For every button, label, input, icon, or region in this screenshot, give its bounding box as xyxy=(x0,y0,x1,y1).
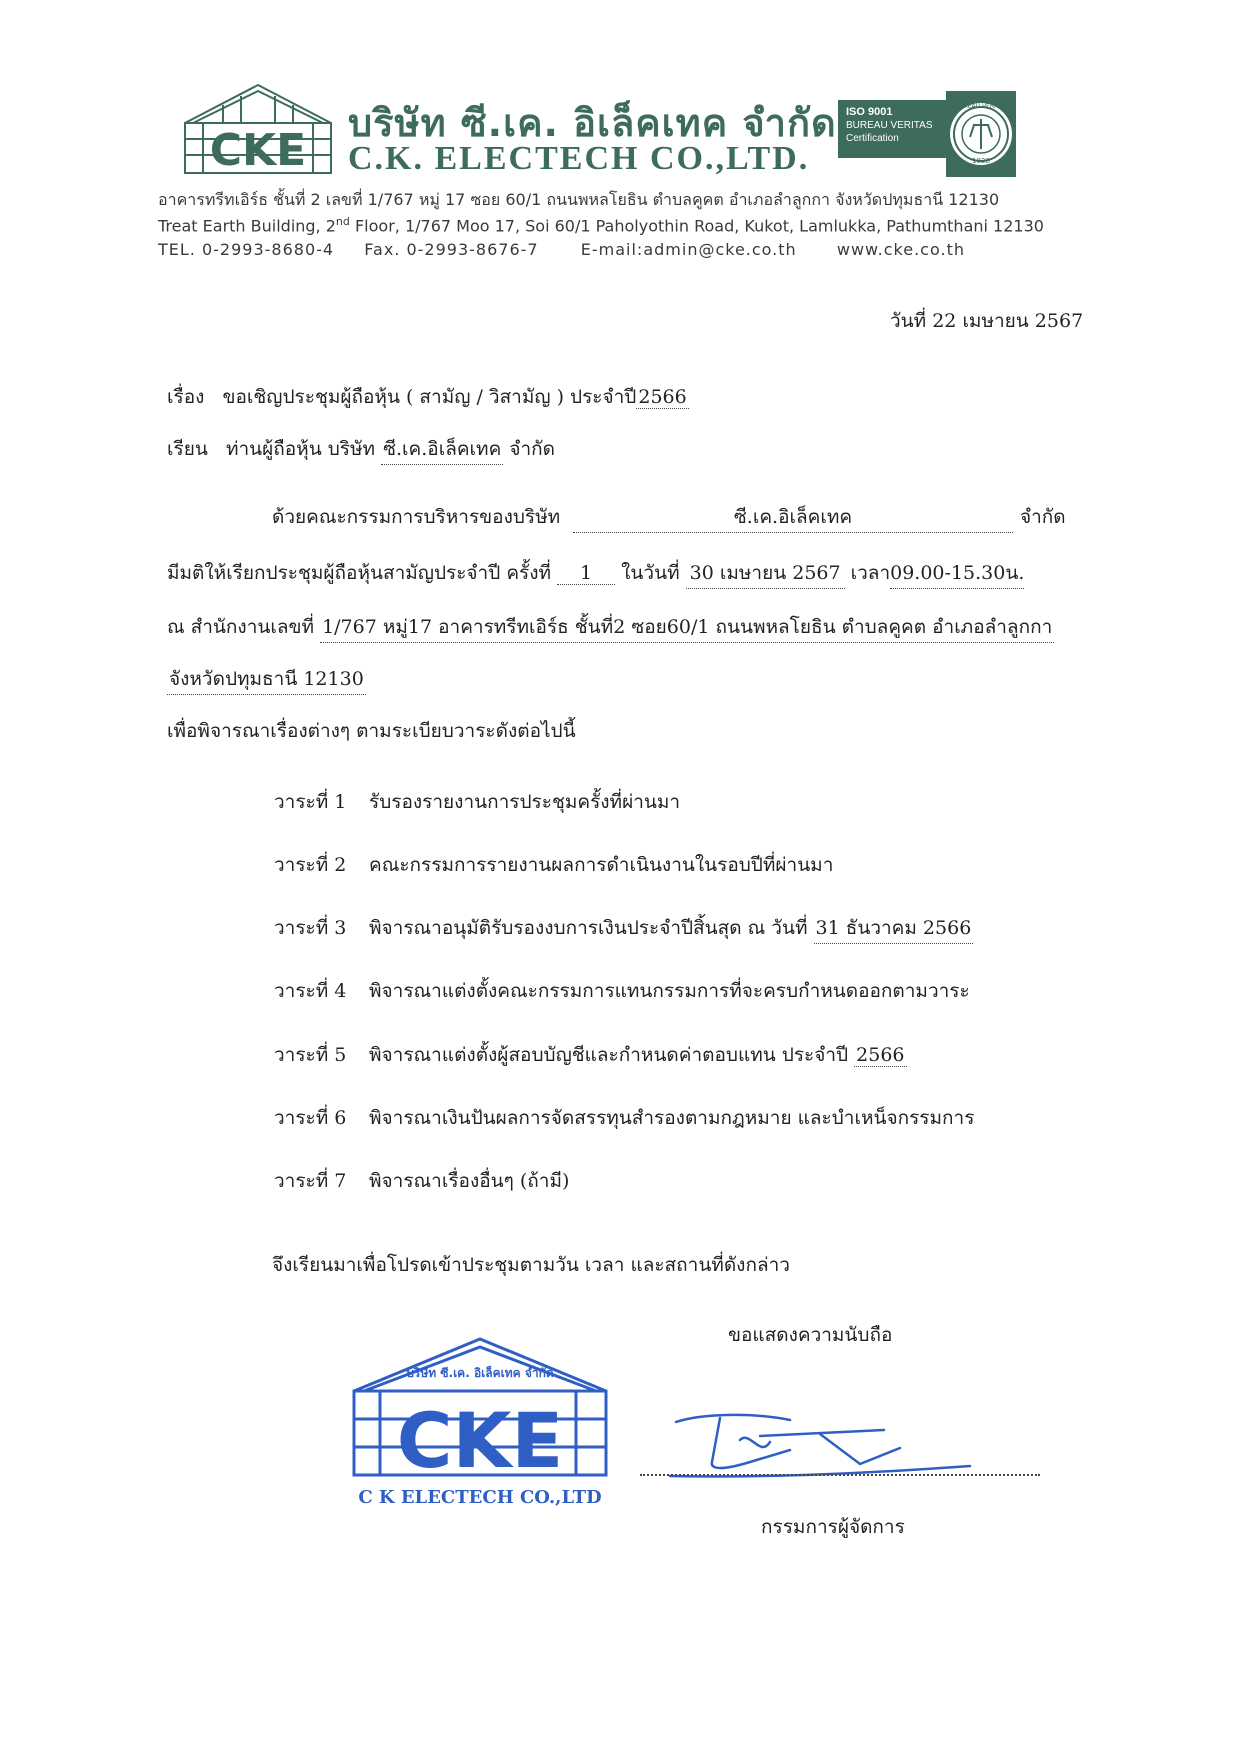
cke-logo-text: CKE xyxy=(209,125,307,175)
signer-title: กรรมการผู้จัดการ xyxy=(761,1516,905,1538)
place-address-2: จังหวัดปทุมธานี 12130 xyxy=(167,664,366,695)
address-english-pre: Treat Earth Building, 2 xyxy=(158,216,336,236)
agenda-label-1: วาระที่ 1 xyxy=(274,791,347,813)
closing-text: จึงเรียนมาเพื่อโปรดเข้าประชุมตามวัน เวลา และสถานที่ดังกล่าว xyxy=(272,1254,790,1276)
seal-year: 1828 xyxy=(972,157,990,165)
agenda-label-5: วาระที่ 5 xyxy=(274,1044,347,1066)
agenda-label-4: วาระที่ 4 xyxy=(274,980,347,1002)
to-text: ท่านผู้ถือหุ้น บริษัท xyxy=(225,438,376,460)
subject-line xyxy=(167,382,689,412)
agenda-label-3: วาระที่ 3 xyxy=(274,917,347,939)
body1-text: ด้วยคณะกรรมการบริหารของบริษัท xyxy=(272,506,561,528)
place-label: ณ สำนักงานเลขที่ xyxy=(167,616,315,638)
body1-suffix: จำกัด xyxy=(1020,506,1066,528)
agenda-item-5-year: 2566 xyxy=(856,1044,905,1066)
place-line-1 xyxy=(167,612,1054,643)
agenda-item-3-text: พิจารณาอนุมัติรับรองงบการเงินประจำปีสิ้นสุด ณ วันที่ xyxy=(369,917,808,939)
telephone: TEL. 0-2993-8680-4 xyxy=(158,240,335,259)
to-company: ซี.เค.อิเล็คเทค xyxy=(381,434,503,465)
iso-label: ISO 9001 xyxy=(846,106,893,118)
company-name-thai: บริษัท ซี.เค. อิเล็คเทค จำกัด xyxy=(348,101,837,145)
to-line xyxy=(167,434,555,465)
agenda-item-5-text: พิจารณาแต่งตั้งผู้สอบบัญชีและกำหนดค่าตอบแทน ประจำปี xyxy=(369,1044,849,1066)
to-label: เรียน xyxy=(167,438,208,460)
time-label: เวลา xyxy=(850,562,891,584)
fax: Fax. 0-2993-8676-7 xyxy=(364,240,539,259)
subject-text: ขอเชิญประชุมผู้ถือหุ้น ( สามัญ / วิสามัญ ) ประจำปี xyxy=(222,386,637,408)
body-line-2 xyxy=(167,558,1024,589)
website-link[interactable]: www.cke.co.th xyxy=(836,240,965,259)
contact-line xyxy=(158,240,965,259)
agenda-item-4: พิจารณาแต่งตั้งคณะกรรมการแทนกรรมการที่จะครบกำหนดออกตามวาระ xyxy=(369,980,970,1002)
place-address-1: 1/767 หมู่17 อาคารทรีทเอิร์ธ ชั้นที่2 ซอย60/1 ถนนพหลโยธิน ตำบลคูคต อำเภอลำลูกกา xyxy=(320,612,1054,643)
meeting-date: 30 เมษายน 2567 xyxy=(686,558,845,589)
meeting-number: 1 xyxy=(557,562,615,585)
address-thai: อาคารทรีทเอิร์ธ ชั้นที่ 2 เลขที่ 1/767 หมู่ 17 ซอย 60/1 ถนนพหลโยธิน ตำบลคูคต อำเภอลำลูกกา จังหวัดปทุมธานี 12130 xyxy=(158,190,1000,209)
on-date-label: ในวันที่ xyxy=(621,562,680,584)
agenda-item-2: คณะกรรมการรายงานผลการดำเนินงานในรอบปีที่ผ่านมา xyxy=(369,854,834,876)
agenda-intro: เพื่อพิจารณาเรื่องต่างๆ ตามระเบียบวาระดังต่อไปนี้ xyxy=(167,720,576,742)
address-english-sup: nd xyxy=(335,215,350,228)
agenda-item-5 xyxy=(369,1040,907,1070)
meeting-time: 09.00-15.30น. xyxy=(890,558,1024,589)
subject-label: เรื่อง xyxy=(167,386,205,408)
company-stamp xyxy=(350,1335,610,1515)
agenda-item-3 xyxy=(369,913,973,944)
agenda-item-3-date: 31 ธันวาคม 2566 xyxy=(814,913,974,944)
agenda-item-1: รับรองรายงานการประชุมครั้งที่ผ่านมา xyxy=(369,791,681,813)
company-name-english: C.K. ELECTECH CO.,LTD. xyxy=(348,140,810,177)
bureau-veritas-seal-icon xyxy=(946,91,1016,177)
cert-body: BUREAU VERITAS xyxy=(846,120,933,131)
agenda-label-6: วาระที่ 6 xyxy=(274,1107,347,1129)
to-suffix: จำกัด xyxy=(509,438,555,460)
email-link[interactable]: E-mail:admin@cke.co.th xyxy=(580,240,797,259)
body-line-1 xyxy=(272,502,560,532)
address-english-post: Floor, 1/767 Moo 17, Soi 60/1 Paholyothin Road, Kukot, Lamlukka, Pathumthani 12130 xyxy=(349,216,1044,236)
seal-text: BUREAU VERITAS xyxy=(955,103,1007,110)
signature-line xyxy=(640,1474,1040,1476)
agenda-item-6: พิจารณาเงินปันผลการจัดสรรทุนสำรองตามกฎหมาย และบำเหน็จกรรมการ xyxy=(369,1107,975,1129)
letter-date: วันที่ 22 เมษายน 2567 xyxy=(890,310,1084,332)
stamp-logo-text: CKE xyxy=(396,1396,564,1485)
agenda-label-2: วาระที่ 2 xyxy=(274,854,347,876)
signature xyxy=(640,1400,1000,1500)
body1-company: ซี.เค.อิเล็คเทค xyxy=(573,502,1013,533)
agenda-item-7: พิจารณาเรื่องอื่นๆ (ถ้ามี) xyxy=(369,1170,570,1192)
iso-certification-badge xyxy=(838,100,948,158)
place-line-2 xyxy=(167,664,366,695)
agenda-label-7: วาระที่ 7 xyxy=(274,1170,347,1192)
address-english xyxy=(158,215,1044,235)
stamp-top-text: บริษัท ซี.เค. อิเล็คเทค จำกัด xyxy=(406,1366,554,1380)
cert-label: Certification xyxy=(846,133,899,144)
stamp-bottom-text: C K ELECTECH CO.,LTD xyxy=(358,1487,602,1508)
regards-text: ขอแสดงความนับถือ xyxy=(728,1324,893,1346)
cke-logo xyxy=(183,83,333,175)
body2-text: มีมติให้เรียกประชุมผู้ถือหุ้นสามัญประจำปี ครั้งที่ xyxy=(167,562,552,584)
subject-year: 2566 xyxy=(638,386,687,408)
